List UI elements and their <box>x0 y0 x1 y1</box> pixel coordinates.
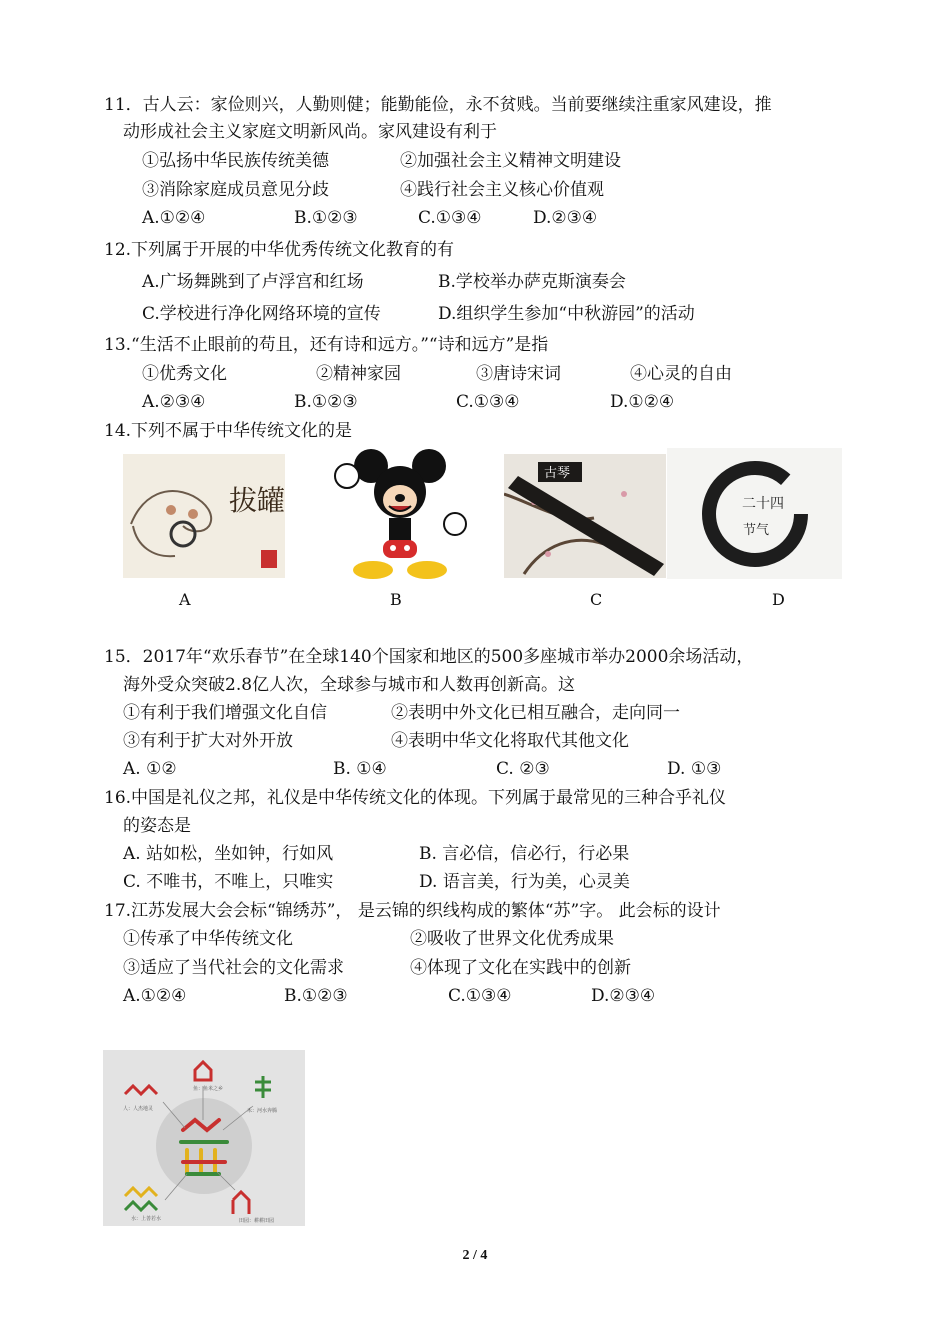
q15-option-1: ①有利于我们增强文化自信 <box>123 703 327 723</box>
q15-choice-b: B. ①④ <box>333 759 387 779</box>
q12-choice-d: D.组织学生参加“中秋游园”的活动 <box>438 304 695 324</box>
q15-stem-line2: 海外受众突破2.8亿人次，全球参与城市和人数再创新高。这 <box>123 675 576 695</box>
q17-option-4: ④体现了文化在实践中的创新 <box>410 958 631 978</box>
q12-choice-c: C.学校进行净化网络环境的宣传 <box>142 304 381 324</box>
guqin-caption: 古琴 <box>544 466 571 481</box>
q13-choice-c: C.①③④ <box>456 392 520 412</box>
q15-option-4: ④表明中华文化将取代其他文化 <box>391 731 629 751</box>
solar-terms-image <box>667 448 842 579</box>
q14-label-a: A <box>179 590 191 609</box>
q15-option-3: ③有利于扩大对外开放 <box>123 731 293 751</box>
q13-option-3: ③唐诗宋词 <box>476 364 561 384</box>
q13-option-4: ④心灵的自由 <box>630 364 732 384</box>
jinxiusu-logo-image <box>103 1050 305 1226</box>
q16-choice-d: D. 语言美，行为美，心灵美 <box>419 872 630 892</box>
solar-terms-subtitle: 节气 <box>743 523 770 538</box>
q15-option-2: ②表明中外文化已相互融合，走向同一 <box>391 703 680 723</box>
q17-option-2: ②吸收了世界文化优秀成果 <box>410 929 614 949</box>
q14-stem: 14.下列不属于中华传统文化的是 <box>104 421 353 441</box>
q15-choice-a: A. ①② <box>123 759 177 779</box>
logo-note-4: 水：上善若水 <box>131 1216 162 1222</box>
cartoon-mouse-image <box>333 446 467 582</box>
logo-note-1: 人：人杰地灵 <box>123 1106 154 1112</box>
cupping-calligraphy: 拔罐 <box>229 484 285 517</box>
q11-option-1: ①弘扬中华民族传统美德 <box>142 151 329 171</box>
q13-choice-b: B.①②③ <box>294 392 358 412</box>
q13-option-1: ①优秀文化 <box>142 364 227 384</box>
q11-option-3: ③消除家庭成员意见分歧 <box>142 180 329 200</box>
q16-stem-line2: 的姿态是 <box>123 816 191 836</box>
q17-choice-a: A.①②④ <box>123 986 187 1006</box>
q11-choice-a: A.①②④ <box>142 208 206 228</box>
q15-stem-line1: 15．2017年“欢乐春节”在全球140个国家和地区的500多座城市举办2000余场活动， <box>104 647 754 667</box>
guqin-image <box>504 454 666 578</box>
q15-choice-d: D. ①③ <box>667 759 722 779</box>
q17-option-3: ③适应了当代社会的文化需求 <box>123 958 344 978</box>
q15-choice-c: C. ②③ <box>496 759 550 779</box>
q16-choice-b: B. 言必信，信必行，行必果 <box>419 844 630 864</box>
q11-option-4: ④践行社会主义核心价值观 <box>400 180 604 200</box>
q11-choice-c: C.①③④ <box>418 208 482 228</box>
q17-choice-b: B.①②③ <box>284 986 348 1006</box>
q13-choice-d: D.①②④ <box>610 392 675 412</box>
q13-option-2: ②精神家园 <box>316 364 401 384</box>
q16-choice-c: C. 不唯书，不唯上，只唯实 <box>123 872 334 892</box>
q14-label-b: B <box>390 590 402 609</box>
q14-label-d: D <box>772 590 785 609</box>
cupping-image <box>123 454 285 578</box>
q16-stem-line1: 16.中国是礼仪之邦，礼仪是中华传统文化的体现。下列属于最常见的三种合乎礼仪 <box>104 788 727 808</box>
q11-option-2: ②加强社会主义精神文明建设 <box>400 151 621 171</box>
q17-choice-c: C.①③④ <box>448 986 512 1006</box>
q12-choice-a: A.广场舞跳到了卢浮宫和红场 <box>142 272 364 292</box>
q11-choice-b: B.①②③ <box>294 208 358 228</box>
q11-stem-line1: 11．古人云：家俭则兴，人勤则健；能勤能俭，永不贫贱。当前要继续注重家风建设，推 <box>104 95 772 115</box>
q16-choice-a: A. 站如松，坐如钟，行如风 <box>123 844 334 864</box>
q17-stem: 17.江苏发展大会会标“锦绣苏”， 是云锦的织线构成的繁体“苏”字。 此会标的设计 <box>104 901 721 921</box>
q11-choice-d: D.②③④ <box>533 208 598 228</box>
q13-choice-a: A.②③④ <box>142 392 206 412</box>
solar-terms-title: 二十四 <box>742 496 784 512</box>
q11-stem-line2: 动形成社会主义家庭文明新风尚。家风建设有利于 <box>123 122 497 142</box>
q13-stem: 13.“生活不止眼前的苟且，还有诗和远方。”“诗和远方”是指 <box>104 335 549 355</box>
logo-note-2: 鱼：鱼米之乡 <box>193 1086 224 1092</box>
q12-stem: 12.下列属于开展的中华优秀传统文化教育的有 <box>104 240 455 260</box>
q12-choice-b: B.学校举办萨克斯演奏会 <box>438 272 626 292</box>
page-number: 2 / 4 <box>462 1248 488 1263</box>
q17-option-1: ①传承了中华传统文化 <box>123 929 293 949</box>
logo-note-3: 禾：河水奔腾 <box>247 1108 278 1114</box>
logo-note-5: 田园：耕耕田园 <box>239 1218 275 1224</box>
q14-label-c: C <box>590 590 603 609</box>
q17-choice-d: D.②③④ <box>591 986 656 1006</box>
